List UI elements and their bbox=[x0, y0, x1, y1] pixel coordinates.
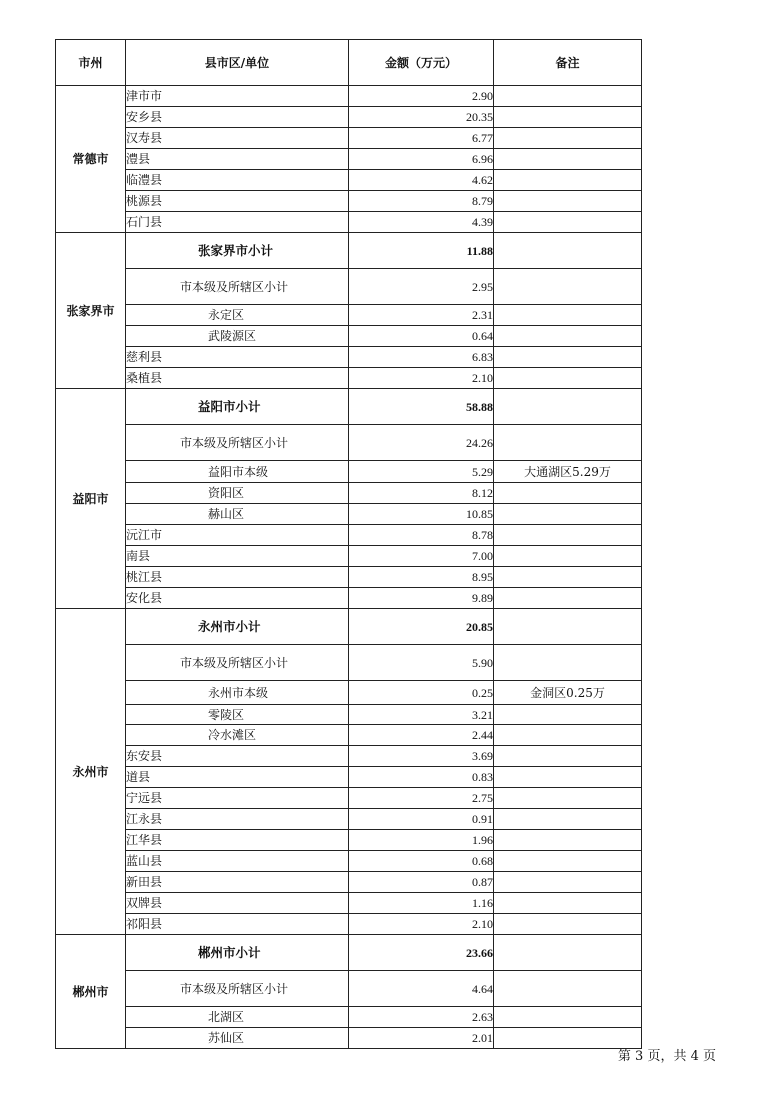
amount-cell: 2.01 bbox=[349, 1028, 494, 1049]
amount-cell: 0.68 bbox=[349, 851, 494, 872]
amount-cell: 8.79 bbox=[349, 191, 494, 212]
amount-cell: 6.77 bbox=[349, 128, 494, 149]
table-row bbox=[56, 971, 642, 1007]
note-cell bbox=[494, 851, 642, 872]
amount-cell: 24.26 bbox=[349, 425, 494, 461]
table-row bbox=[56, 461, 642, 483]
amount-cell: 3.21 bbox=[349, 705, 494, 725]
note-cell bbox=[494, 504, 642, 525]
note-cell bbox=[494, 609, 642, 645]
table-row bbox=[56, 546, 642, 567]
district-subtotal-label: 市本级及所辖区小计 bbox=[126, 269, 349, 305]
note-cell bbox=[494, 212, 642, 233]
table-row bbox=[56, 767, 642, 788]
subtotal-label: 益阳市小计 bbox=[126, 389, 349, 425]
table-row bbox=[56, 368, 642, 389]
amount-cell: 20.35 bbox=[349, 107, 494, 128]
amount-cell: 7.00 bbox=[349, 546, 494, 567]
table-row bbox=[56, 788, 642, 809]
note-cell bbox=[494, 809, 642, 830]
amount-cell: 4.39 bbox=[349, 212, 494, 233]
county-cell: 东安县 bbox=[126, 746, 349, 767]
note-cell bbox=[494, 347, 642, 368]
note-cell bbox=[494, 725, 642, 746]
table-row bbox=[56, 705, 642, 725]
table-row bbox=[56, 149, 642, 170]
amount-cell: 2.63 bbox=[349, 1007, 494, 1028]
county-cell: 道县 bbox=[126, 767, 349, 788]
amount-cell: 6.83 bbox=[349, 347, 494, 368]
table-row bbox=[56, 645, 642, 681]
table-row bbox=[56, 504, 642, 525]
amount-cell: 0.91 bbox=[349, 809, 494, 830]
table-row bbox=[56, 830, 642, 851]
county-cell: 江华县 bbox=[126, 830, 349, 851]
city-cell: 益阳市 bbox=[56, 389, 126, 609]
table-row bbox=[56, 128, 642, 149]
table-row bbox=[56, 483, 642, 504]
note-cell bbox=[494, 546, 642, 567]
city-cell: 永州市 bbox=[56, 609, 126, 935]
amount-cell: 2.10 bbox=[349, 368, 494, 389]
county-cell: 桑植县 bbox=[126, 368, 349, 389]
subtotal-label: 郴州市小计 bbox=[126, 935, 349, 971]
city-cell: 常德市 bbox=[56, 86, 126, 233]
county-cell: 资阳区 bbox=[126, 483, 349, 504]
subtotal-amount: 20.85 bbox=[349, 609, 494, 645]
city-cell: 郴州市 bbox=[56, 935, 126, 1049]
allocation-table bbox=[55, 39, 642, 1049]
amount-cell: 0.83 bbox=[349, 767, 494, 788]
note-cell bbox=[494, 767, 642, 788]
table-row bbox=[56, 1028, 642, 1049]
table-row bbox=[56, 191, 642, 212]
amount-cell: 8.12 bbox=[349, 483, 494, 504]
amount-cell: 2.31 bbox=[349, 305, 494, 326]
county-cell: 赫山区 bbox=[126, 504, 349, 525]
note-cell bbox=[494, 645, 642, 681]
note-cell bbox=[494, 86, 642, 107]
amount-cell: 5.29 bbox=[349, 461, 494, 483]
county-cell: 石门县 bbox=[126, 212, 349, 233]
county-cell: 益阳市本级 bbox=[126, 461, 349, 483]
table-row bbox=[56, 425, 642, 461]
amount-cell: 1.16 bbox=[349, 893, 494, 914]
note-cell bbox=[494, 788, 642, 809]
note-cell bbox=[494, 746, 642, 767]
table-header-row bbox=[56, 40, 642, 86]
table-row bbox=[56, 170, 642, 191]
table-row bbox=[56, 1007, 642, 1028]
table-row bbox=[56, 212, 642, 233]
amount-cell: 8.78 bbox=[349, 525, 494, 546]
amount-cell: 1.96 bbox=[349, 830, 494, 851]
county-cell: 双牌县 bbox=[126, 893, 349, 914]
county-cell: 津市市 bbox=[126, 86, 349, 107]
city-cell: 张家界市 bbox=[56, 233, 126, 389]
table-row bbox=[56, 347, 642, 368]
county-cell: 安乡县 bbox=[126, 107, 349, 128]
subtotal-row bbox=[56, 935, 642, 971]
amount-cell: 8.95 bbox=[349, 567, 494, 588]
county-cell: 冷水滩区 bbox=[126, 725, 349, 746]
note-cell bbox=[494, 1007, 642, 1028]
note-cell bbox=[494, 305, 642, 326]
note-cell bbox=[494, 483, 642, 504]
note-cell bbox=[494, 170, 642, 191]
note-cell: 大通湖区5.29万 bbox=[494, 461, 642, 483]
county-cell: 汉寿县 bbox=[126, 128, 349, 149]
county-cell: 永州市本级 bbox=[126, 681, 349, 705]
note-cell bbox=[494, 567, 642, 588]
table-row bbox=[56, 326, 642, 347]
note-cell: 金洞区0.25万 bbox=[494, 681, 642, 705]
note-cell bbox=[494, 914, 642, 935]
amount-cell: 0.25 bbox=[349, 681, 494, 705]
note-cell bbox=[494, 389, 642, 425]
amount-cell: 4.64 bbox=[349, 971, 494, 1007]
amount-cell: 2.75 bbox=[349, 788, 494, 809]
note-cell bbox=[494, 368, 642, 389]
subtotal-amount: 58.88 bbox=[349, 389, 494, 425]
county-cell: 沅江市 bbox=[126, 525, 349, 546]
amount-cell: 3.69 bbox=[349, 746, 494, 767]
header-note: 备注 bbox=[494, 40, 642, 86]
amount-cell: 0.87 bbox=[349, 872, 494, 893]
note-cell bbox=[494, 935, 642, 971]
subtotal-row bbox=[56, 389, 642, 425]
note-cell bbox=[494, 107, 642, 128]
district-subtotal-label: 市本级及所辖区小计 bbox=[126, 645, 349, 681]
county-cell: 桃源县 bbox=[126, 191, 349, 212]
note-cell bbox=[494, 872, 642, 893]
amount-cell: 5.90 bbox=[349, 645, 494, 681]
header-county: 县市区/单位 bbox=[126, 40, 349, 86]
table-row bbox=[56, 86, 642, 107]
table-row bbox=[56, 567, 642, 588]
county-cell: 南县 bbox=[126, 546, 349, 567]
table-row bbox=[56, 305, 642, 326]
table-row bbox=[56, 914, 642, 935]
table-row bbox=[56, 725, 642, 746]
county-cell: 祁阳县 bbox=[126, 914, 349, 935]
subtotal-label: 永州市小计 bbox=[126, 609, 349, 645]
amount-cell: 10.85 bbox=[349, 504, 494, 525]
table-row bbox=[56, 746, 642, 767]
table-row bbox=[56, 107, 642, 128]
county-cell: 桃江县 bbox=[126, 567, 349, 588]
amount-cell: 9.89 bbox=[349, 588, 494, 609]
county-cell: 新田县 bbox=[126, 872, 349, 893]
note-cell bbox=[494, 588, 642, 609]
amount-cell: 2.44 bbox=[349, 725, 494, 746]
note-cell bbox=[494, 149, 642, 170]
amount-cell: 6.96 bbox=[349, 149, 494, 170]
district-subtotal-label: 市本级及所辖区小计 bbox=[126, 971, 349, 1007]
county-cell: 苏仙区 bbox=[126, 1028, 349, 1049]
header-amount: 金额（万元） bbox=[349, 40, 494, 86]
amount-cell: 2.10 bbox=[349, 914, 494, 935]
amount-cell: 4.62 bbox=[349, 170, 494, 191]
county-cell: 蓝山县 bbox=[126, 851, 349, 872]
county-cell: 零陵区 bbox=[126, 705, 349, 725]
subtotal-amount: 23.66 bbox=[349, 935, 494, 971]
table-row bbox=[56, 525, 642, 546]
note-cell bbox=[494, 326, 642, 347]
note-cell bbox=[494, 269, 642, 305]
note-cell bbox=[494, 128, 642, 149]
table-row bbox=[56, 851, 642, 872]
county-cell: 北湖区 bbox=[126, 1007, 349, 1028]
table-row bbox=[56, 809, 642, 830]
county-cell: 澧县 bbox=[126, 149, 349, 170]
table-row bbox=[56, 269, 642, 305]
note-cell bbox=[494, 191, 642, 212]
county-cell: 永定区 bbox=[126, 305, 349, 326]
note-cell bbox=[494, 705, 642, 725]
note-cell bbox=[494, 971, 642, 1007]
header-city: 市州 bbox=[56, 40, 126, 86]
note-cell bbox=[494, 233, 642, 269]
subtotal-label: 张家界市小计 bbox=[126, 233, 349, 269]
county-cell: 武陵源区 bbox=[126, 326, 349, 347]
district-subtotal-label: 市本级及所辖区小计 bbox=[126, 425, 349, 461]
table-row bbox=[56, 872, 642, 893]
county-cell: 江永县 bbox=[126, 809, 349, 830]
table-row bbox=[56, 681, 642, 705]
subtotal-row bbox=[56, 233, 642, 269]
page-number: 第 3 页，共 4 页 bbox=[617, 1049, 716, 1064]
note-cell bbox=[494, 830, 642, 851]
note-cell bbox=[494, 525, 642, 546]
county-cell: 临澧县 bbox=[126, 170, 349, 191]
county-cell: 安化县 bbox=[126, 588, 349, 609]
amount-cell: 2.95 bbox=[349, 269, 494, 305]
subtotal-row bbox=[56, 609, 642, 645]
county-cell: 宁远县 bbox=[126, 788, 349, 809]
table-row bbox=[56, 588, 642, 609]
note-cell bbox=[494, 425, 642, 461]
note-cell bbox=[494, 893, 642, 914]
table-row bbox=[56, 893, 642, 914]
county-cell: 慈利县 bbox=[126, 347, 349, 368]
amount-cell: 2.90 bbox=[349, 86, 494, 107]
amount-cell: 0.64 bbox=[349, 326, 494, 347]
subtotal-amount: 11.88 bbox=[349, 233, 494, 269]
